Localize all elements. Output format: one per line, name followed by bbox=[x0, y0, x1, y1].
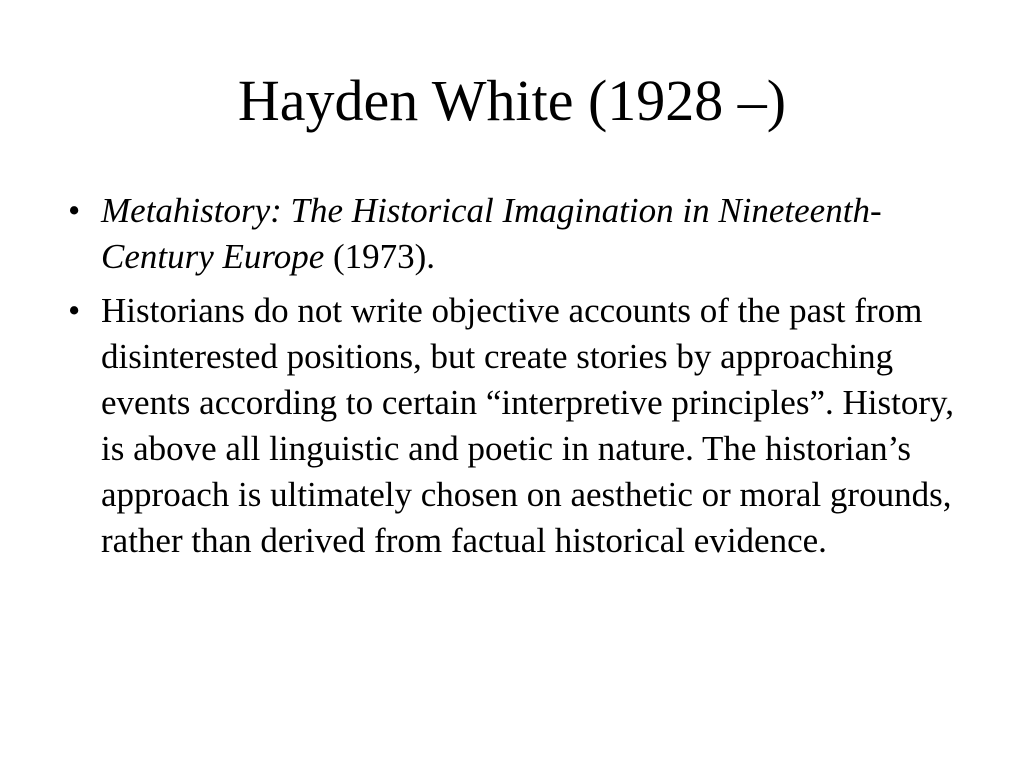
bullet-marker: • bbox=[68, 291, 81, 330]
book-year: (1973). bbox=[324, 237, 436, 276]
bullet-item-book bbox=[68, 188, 968, 280]
bullet-marker: • bbox=[68, 191, 81, 230]
slide-title: Hayden White (1928 –) bbox=[237, 68, 787, 133]
bullet-item-thesis bbox=[68, 288, 968, 564]
thesis-text: Historians do not write objective accounts of the past from disinterested positions, but create stories by approaching events according to certain “interpretive principles”. History, is above all linguistic and poetic in nature. The historian’s approach is ultimately chosen on aesthetic or moral grounds, rather than derived from factual historical evidence. bbox=[101, 291, 954, 560]
bullet-list bbox=[68, 188, 968, 572]
book-title: Metahistory: The Historical Imagination in Nineteenth-Century Europe bbox=[101, 191, 882, 276]
